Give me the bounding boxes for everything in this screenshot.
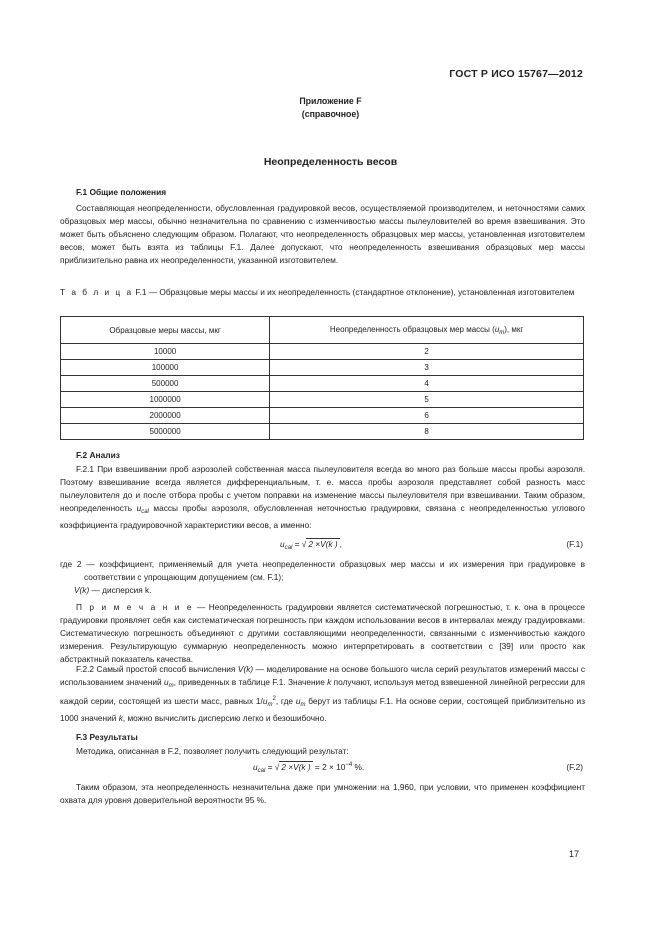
section-f3-heading: F.3 Результаты bbox=[76, 732, 138, 742]
note-block bbox=[60, 601, 585, 666]
section-f2-heading: F.2 Анализ bbox=[76, 450, 120, 460]
table-header-mass: Образцовые меры массы, мкг bbox=[61, 317, 270, 344]
note-text: П р и м е ч а н и е — Неопределенность градуировки является систематической погрешностью, т. к. она в процессе градуировки проявляет себя как систематическая погрешность при каждом использовании весов в интервалах между градуировками. Систематическую погрешность объединяют с другими составляющими неопределенности, связанными с изменчивостью каждого измерения. Результирующую суммарную неопределенность можно интерпретировать в соответствии с [39] или просто как абстрактный показатель качества. bbox=[60, 602, 586, 664]
table-cell-unc: 5 bbox=[270, 392, 584, 408]
table-row bbox=[61, 376, 584, 392]
formula-f2-number: (F.2) bbox=[566, 762, 583, 772]
table-row bbox=[61, 408, 584, 424]
table-header-uncertainty: Неопределенность образцовых мер массы $(u_m)$, мкг bbox=[270, 317, 584, 344]
f2-2-text: F.2.2 Самый простой способ вычисления V(k) — моделирование на основе большого числа серий результатов измерений массы с использованием значений $u_m$, приведенных в таблице F.1. Значение k получают, используя метод взвешенной линейной регрессии для каждой серии, состоящей из шести масс, равных $1/u_m^2$, где $u_m$ берут из таблицы F.1. На основе серии, состоящей приблизительно из 1000 значений k, можно вычислить дисперсию легко и безошибочно. bbox=[60, 664, 586, 723]
appendix-kind: (справочное) bbox=[301, 109, 360, 119]
table-row bbox=[61, 360, 584, 376]
standard-header: ГОСТ Р ИСО 15767—2012 bbox=[449, 68, 583, 80]
table-caption-prefix: Т а б л и ц а bbox=[60, 287, 134, 297]
table-row bbox=[61, 344, 584, 360]
f3-2-text: Таким образом, эта неопределенность незначительна даже при умножении на 1,960, при условии, что применен коэффициент охвата для уровня доверительной вероятности 95 %. bbox=[60, 782, 585, 805]
table-cell-mass: 100000 bbox=[61, 360, 270, 376]
appendix-label bbox=[0, 95, 661, 121]
table-cell-unc: 3 bbox=[270, 360, 584, 376]
table-cell-unc: 4 bbox=[270, 376, 584, 392]
f1-text: Составляющая неопределенности, обусловленная градуировкой весов, осуществляемой производителем, и неточностями самих образцовых мер массы, обычно незначительна по сравнению с изменчивостью массы пылеуловителей во время взвешивания. Это может быть объяснено следующим образом. Полагают, что неопределенность образцовых мер массы, установленная изготовителем весов, может быть взята из таблицы F.1. Далее допускают, что неопределенность взвешивания образцовых мер массы приблизительно равна их неопределенности, указанной изготовителем. bbox=[60, 203, 585, 265]
section-f1-heading: F.1 Общие положения bbox=[76, 187, 167, 197]
section-f2-paragraph-2 bbox=[60, 663, 585, 725]
where-coefficient: где 2 — коэффициент, применяемый для учета неопределенности образцовых мер массы и их измерения при градуировке в соответствии с упрощающим допущением (см. F.1); bbox=[60, 559, 585, 582]
table-cell-mass: 2000000 bbox=[61, 408, 270, 424]
table-cell-mass: 5000000 bbox=[61, 424, 270, 440]
appendix-title: Приложение F bbox=[299, 96, 362, 106]
f2-1-text: F.2.1 При взвешивании проб аэрозолей собственная масса пылеуловителя всегда во много раз больше массы пробы аэрозоля. Поэтому взвешивание всегда является дифференциальным, т. е. масса пробы аэрозоля представляет собой разность масс пылеуловителя до и после отбора пробы с учетом поправки на изменение массы пылеуловителя при взвешивании. Таким образом, неопределенность $u_{cal}$ массы пробы аэрозоля, обусловленная неточностью градуировки, связана с неопределенностью углового коэффициента градуировочной характеристики весов, а именно: bbox=[60, 464, 585, 530]
formula-f1: $u_{cal}$ = √ 2 ×V(k ) , bbox=[280, 539, 342, 551]
table-row bbox=[61, 424, 584, 440]
table-caption bbox=[60, 286, 585, 299]
table-cell-unc: 6 bbox=[270, 408, 584, 424]
formula-f1-number: (F.1) bbox=[566, 539, 583, 549]
table-cell-mass: 500000 bbox=[61, 376, 270, 392]
table-header-row bbox=[61, 317, 584, 344]
table-cell-mass: 1000000 bbox=[61, 392, 270, 408]
table-row bbox=[61, 392, 584, 408]
page-title: Неопределенность весов bbox=[263, 156, 398, 168]
where-clause bbox=[60, 558, 585, 597]
table-cell-unc: 2 bbox=[270, 344, 584, 360]
table-cell-unc: 8 bbox=[270, 424, 584, 440]
section-f3-paragraph-2 bbox=[60, 781, 585, 807]
section-f2-paragraph-1 bbox=[60, 463, 585, 532]
mass-uncertainty-table bbox=[60, 316, 584, 440]
sqrt-symbol: √ bbox=[301, 539, 307, 549]
f3-1-text: Методика, описанная в F.2, позволяет получить следующий результат: bbox=[76, 746, 349, 756]
table-caption-text: F.1 — Образцовые меры массы и их неопределенность (стандартное отклонение), установленная изготовителем bbox=[135, 287, 575, 297]
where-variance: V(k) — дисперсия k. bbox=[74, 585, 152, 595]
formula-f2: $u_{cal}$ = √ 2 ×V(k ) = $2 \times 10^{-4}$ %. bbox=[253, 762, 365, 774]
section-f3-paragraph-1 bbox=[60, 745, 585, 758]
section-f1-paragraph bbox=[60, 202, 585, 267]
table-cell-mass: 10000 bbox=[61, 344, 270, 360]
page-number: 17 bbox=[568, 849, 579, 859]
sqrt-symbol: √ bbox=[274, 762, 280, 772]
